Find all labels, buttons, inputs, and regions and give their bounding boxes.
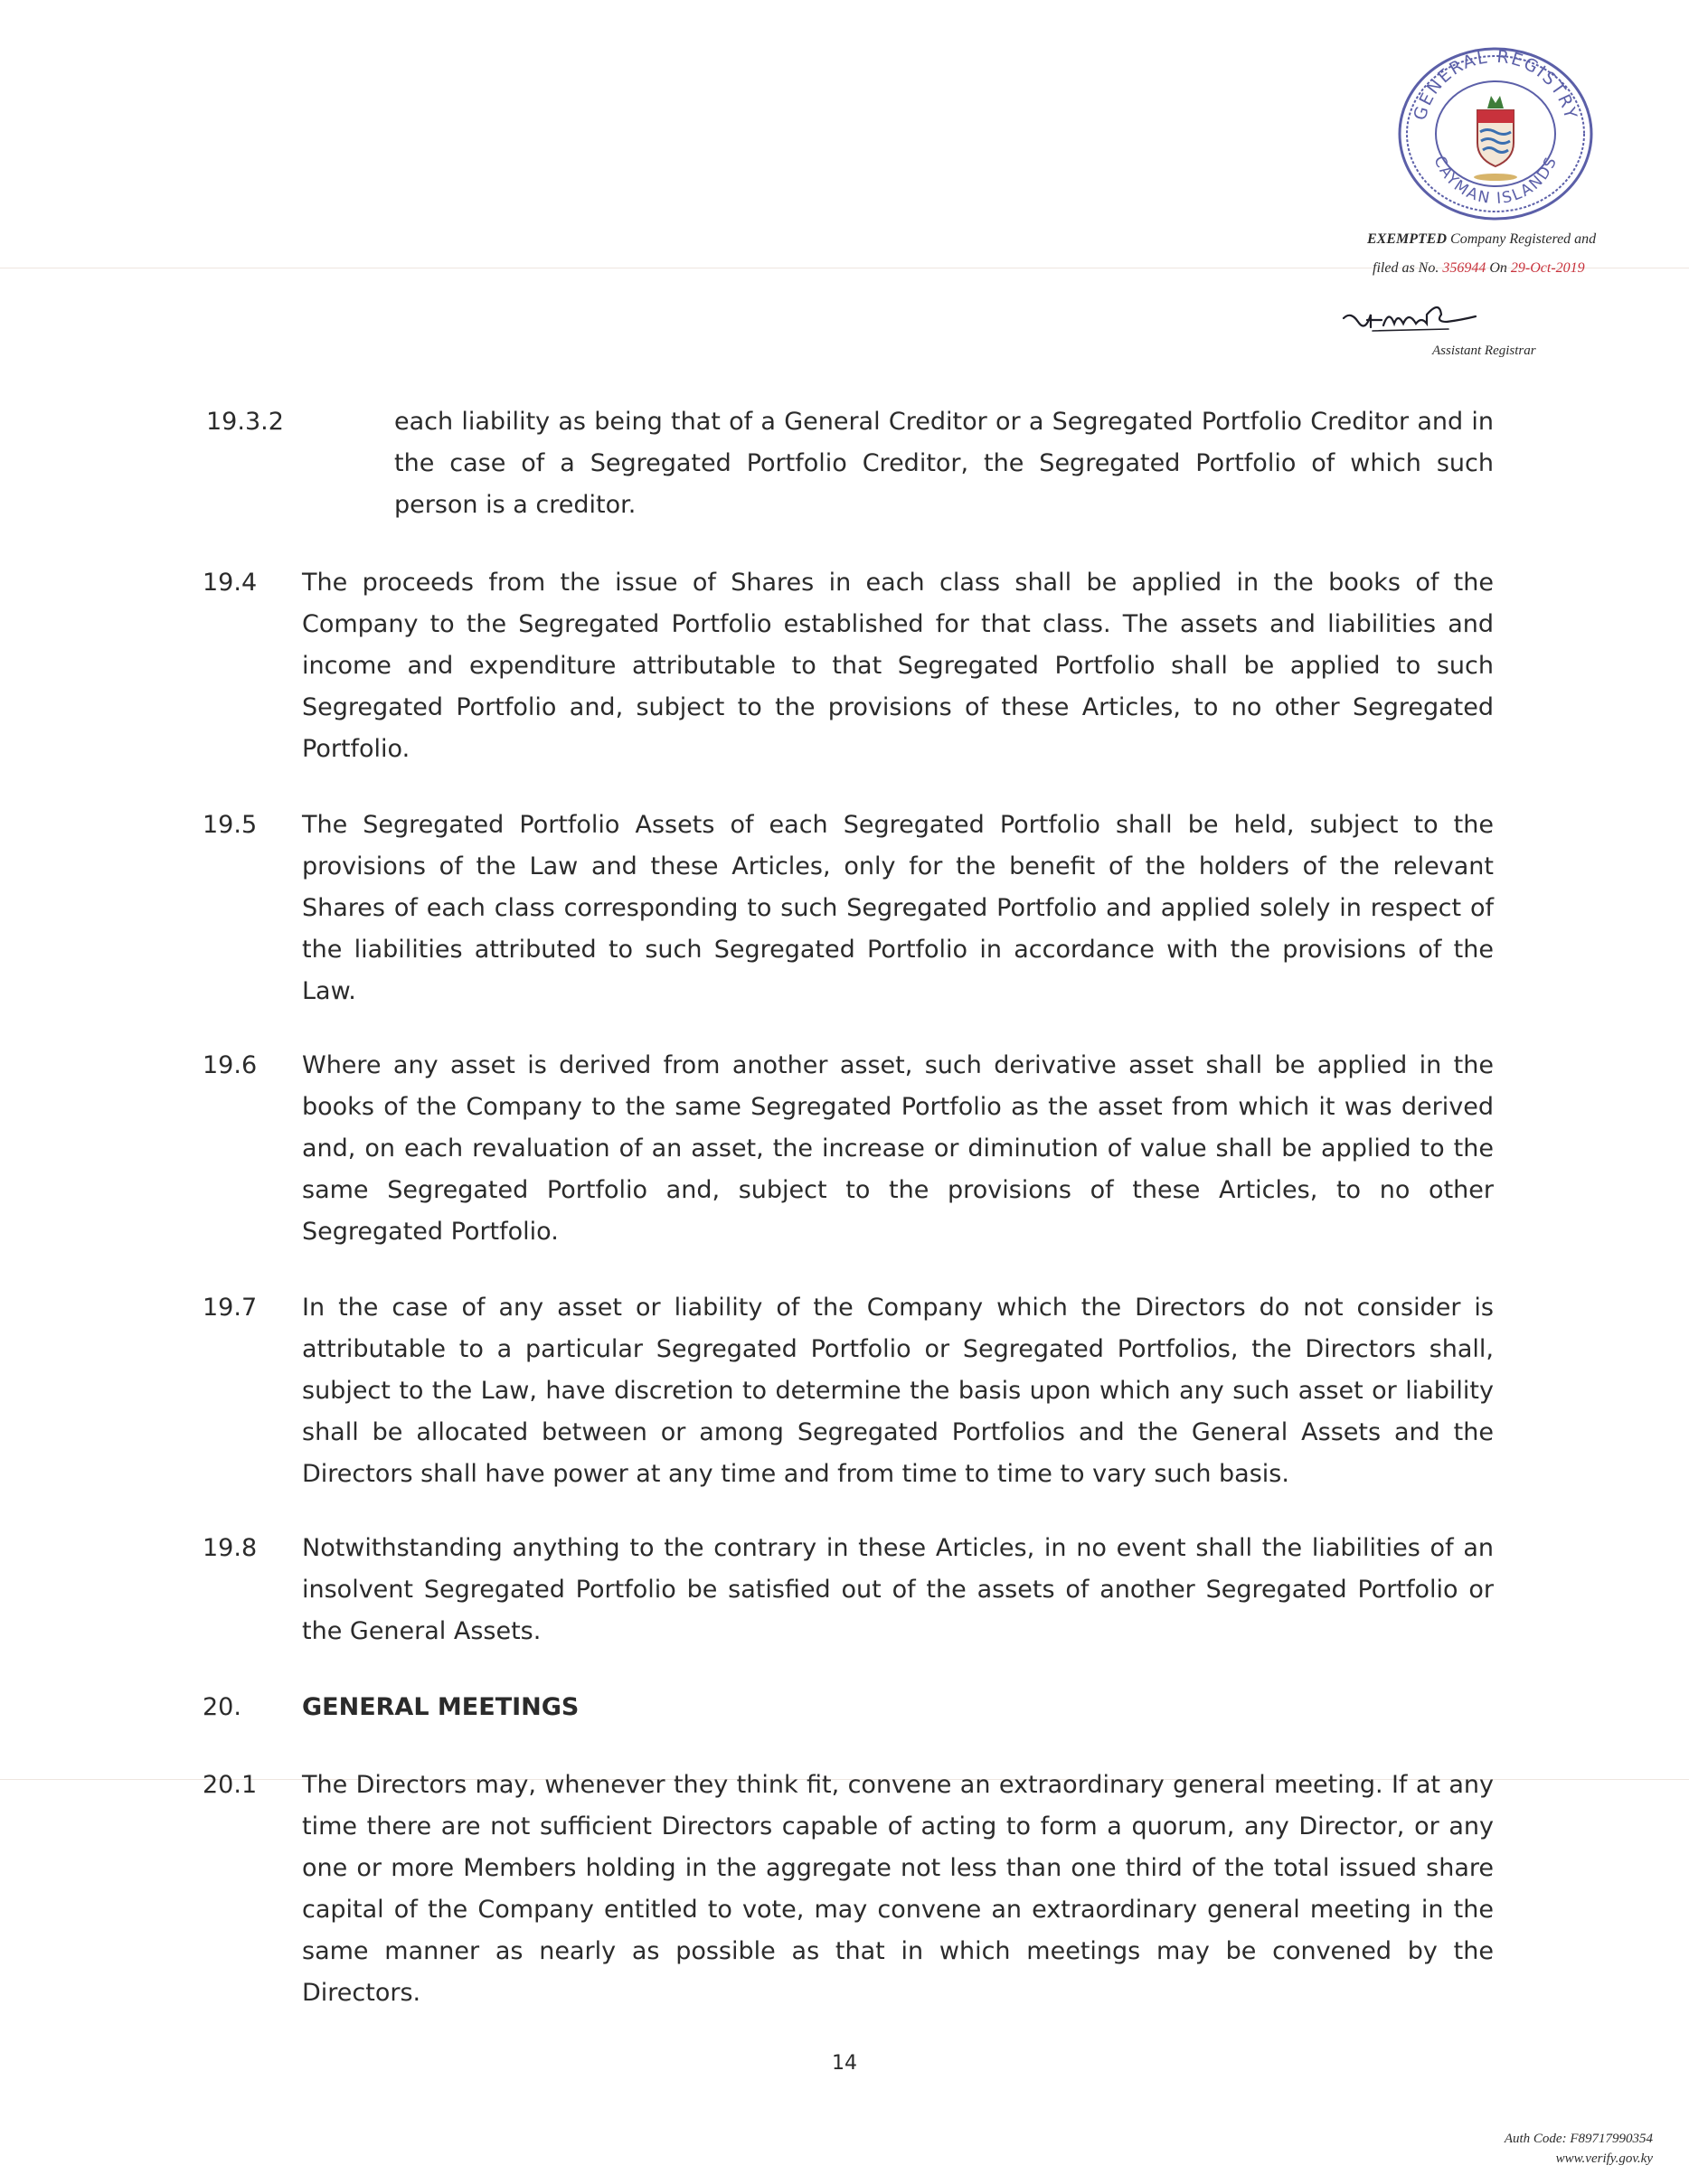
auth-code: Auth Code: F89717990354	[1504, 2132, 1653, 2146]
clause-number: 19.8	[203, 1534, 258, 1562]
sub-clause-text	[206, 401, 1494, 526]
clause-number: 19.4	[203, 569, 258, 597]
clause-number: 20.1	[203, 1771, 258, 1799]
page-number: 14	[832, 2052, 857, 2075]
coat-of-arms-icon	[1474, 96, 1517, 181]
on-label: On	[1489, 260, 1507, 276]
clause-text: Notwithstanding anything to the contrary in these Articles, in no event shall the liabilities of an insolvent Segregated Portfolio be satisfied out of the assets of another Segregated Portfolio or the General Assets.	[302, 1534, 1494, 1645]
filed-number: 356944	[1442, 260, 1486, 276]
clause-19-4	[203, 562, 1494, 770]
section-number: 20.	[203, 1693, 241, 1721]
sub-clause-body: each liability as being that of a General Creditor or a Segregated Portfolio Creditor and in the case of a Segregated Portfolio Creditor, the Segregated Portfolio of which such person is a creditor.	[394, 408, 1494, 519]
stamp-bottom-text: CAYMAN ISLANDS	[1430, 153, 1562, 209]
clause-text: The proceeds from the issue of Shares in each class shall be applied in the books of the Company to the Segregated Portfolio established for that class. The assets and liabilities and income and expenditure attributable to that Segregated Portfolio shall be applied to such Segregated Portfolio and, subject to the provisions of these Articles, to no other Segregated Portfolio.	[302, 569, 1494, 763]
registrar-signature	[1340, 295, 1481, 336]
clause-19-8	[203, 1528, 1494, 1652]
clause-19-5	[203, 805, 1494, 1012]
filed-label: filed as No.	[1373, 260, 1439, 276]
verify-url[interactable]: www.verify.gov.ky	[1555, 2151, 1653, 2166]
clause-number: 19.5	[203, 811, 258, 839]
clause-19-6	[203, 1045, 1494, 1253]
clause-19-7	[203, 1287, 1494, 1495]
clause-number: 19.7	[203, 1294, 258, 1322]
filed-date: 29-Oct-2019	[1510, 260, 1585, 276]
section-title: GENERAL MEETINGS	[302, 1693, 580, 1721]
clause-20-1	[203, 1765, 1494, 2014]
filed-line	[1373, 260, 1585, 277]
clause-number: 19.6	[203, 1051, 258, 1079]
clause-text: The Directors may, whenever they think fit, convene an extraordinary general meeting. If at any time there are not sufficient Directors capable of acting to form a quorum, any Director, or any one or more Members holding in the aggregate not less than one third of the total issued share capital of the Company entitled to vote, may convene an extraordinary general meeting in the same manner as nearly as possible as that in which meetings may be convened by the Directors.	[302, 1771, 1494, 2007]
sub-clause-number: 19.3.2	[206, 408, 284, 436]
clause-text: The Segregated Portfolio Assets of each Segregated Portfolio shall be held, subject to the provisions of the Law and these Articles, only for the benefit of the holders of the relevant Shares of each class corresponding to such Segregated Portfolio and applied solely in respect of the liabilities attributed to such Segregated Portfolio in accordance with the provisions of the Law.	[302, 811, 1494, 1005]
general-registry-stamp	[1393, 45, 1598, 222]
stamp-top-text: GENERAL REGISTRY	[1410, 46, 1581, 123]
clause-text: Where any asset is derived from another asset, such derivative asset shall be applied in the books of the Company to the same Segregated Portfolio as the asset from which it was derived and, on each revaluation of an asset, the increase or diminution of value shall be applied to the same Segregated Portfolio and, subject to the provisions of these Articles, to no other Segregated Portfolio.	[302, 1051, 1494, 1246]
sub-clause-19-3-2	[206, 401, 1494, 526]
signatory-title: Assistant Registrar	[1432, 344, 1536, 358]
registration-line	[1367, 231, 1596, 248]
section-heading	[203, 1687, 580, 1728]
registration-prefix: EXEMPTED	[1367, 231, 1448, 247]
registration-suffix: Company Registered and	[1450, 231, 1597, 247]
clause-text: In the case of any asset or liability of the Company which the Directors do not consider is attributable to a particular Segregated Portfolio or Segregated Portfolios, the Directors shall, subject to the Law, have discretion to determine the basis upon which any such asset or liability shall be allocated between or among Segregated Portfolios and the General Assets and the Directors shall have power at any time and from time to time to vary such basis.	[302, 1294, 1494, 1488]
